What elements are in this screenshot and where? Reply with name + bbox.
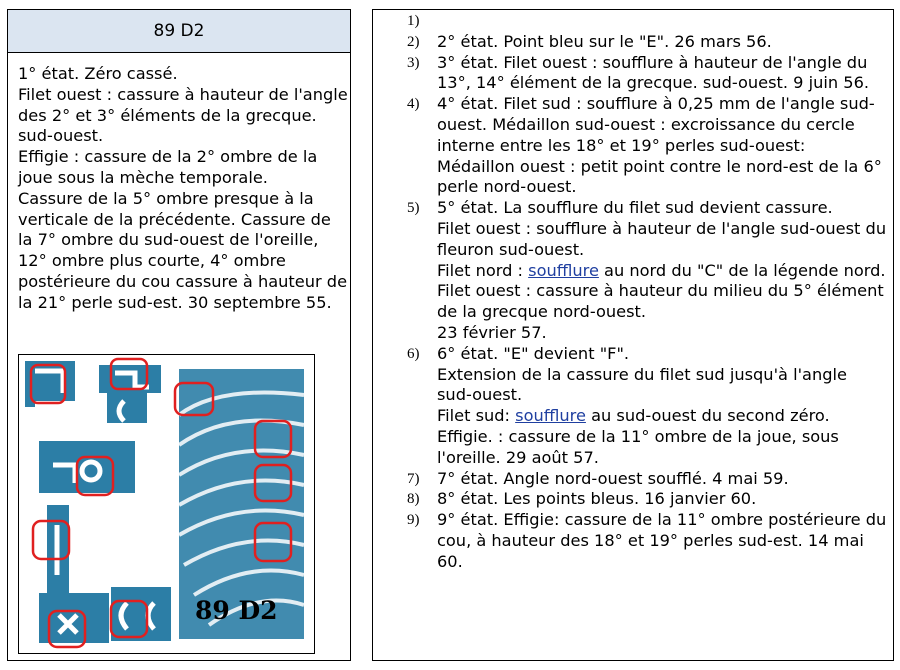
states-list [373, 11, 893, 573]
state-text: 4° état. Filet sud : soufflure à 0,25 mm de l'angle sud-ouest. Médaillon sud-ouest : excroissance du cercle interne entre les 18° et 19° perles sud-ouest: [437, 94, 875, 155]
state-number: 4) [407, 96, 420, 113]
page-title: 89 D2 [8, 10, 350, 53]
state-text-with-link: Filet sud: soufflure au sud-ouest du second zéro. [437, 406, 830, 426]
state-item [373, 469, 893, 490]
state-item [373, 344, 893, 469]
state-text: Filet ouest : soufflure à hauteur de l'angle sud-ouest du fleuron sud-ouest. [437, 218, 887, 259]
state-text: Effigie. : cassure de la 11° ombre de la joue, sous l'oreille. 29 août 57. [437, 426, 839, 467]
state-text: Filet ouest : cassure à hauteur du milieu du 5° élément de la grecque nord-ouest. [437, 281, 884, 322]
left-column [7, 9, 351, 661]
state-item [373, 32, 893, 53]
state-text: 6° état. "E" devient "F". [437, 343, 630, 363]
stamp-label: 89 D2 [195, 596, 278, 625]
state-item [373, 53, 893, 95]
state-1-description [18, 64, 348, 314]
state-text: 5° état. La soufflure du filet sud devient cassure. [437, 198, 833, 218]
desc-line: 12° ombre plus courte, 4° ombre postérieure du cou cassure à hauteur de la 21° perle sud-est. 30 septembre 55. [18, 251, 348, 312]
state-number: 6) [407, 345, 420, 362]
state-text [437, 11, 887, 32]
state-number: 8) [407, 491, 420, 508]
state-text-with-link: Filet nord : soufflure au nord du "C" de la légende nord. [437, 260, 886, 280]
state-text: 8° état. Les points bleus. 16 janvier 60. [437, 489, 757, 509]
desc-line: Filet ouest : cassure à hauteur de l'angle des 2° et 3° éléments de la grecque. sud-ouest. [18, 84, 348, 146]
soufflure-link[interactable]: soufflure [528, 260, 599, 280]
state-item [373, 510, 893, 572]
soufflure-link[interactable]: soufflure [515, 406, 586, 426]
state-text: 7° état. Angle nord-ouest soufflé. 4 mai 59. [437, 468, 789, 488]
desc-line: Effigie : cassure de la 2° ombre de la joue sous la mèche temporale. [18, 147, 318, 187]
right-column [372, 9, 894, 661]
state-item [373, 198, 893, 344]
state-number: 3) [407, 54, 420, 71]
state-text: Extension de la cassure du filet sud jusqu'à l'angle sud-ouest. [437, 364, 847, 405]
state-number: 2) [407, 33, 420, 50]
state-number: 7) [407, 470, 420, 487]
state-text: 2° état. Point bleu sur le "E". 26 mars 56. [437, 31, 772, 51]
state-text: 9° état. Effigie: cassure de la 11° ombre postérieure du cou, à hauteur des 18° et 19° perles sud-est. 14 mai 60. [437, 510, 887, 571]
state-text: 23 février 57. [437, 322, 547, 342]
state-number: 5) [407, 200, 420, 217]
stamp-detail-image [18, 354, 315, 654]
state-item [373, 489, 893, 510]
state-text: Médaillon ouest : petit point contre le nord-est de la 6° perle nord-ouest. [437, 156, 882, 197]
state-text: 3° état. Filet ouest : soufflure à hauteur de l'angle du 13°, 14° élément de la grecque. sud-ouest. 9 juin 56. [437, 52, 870, 93]
state-item [373, 11, 893, 32]
state-number: 9) [407, 512, 420, 529]
state-item [373, 94, 893, 198]
state-number: 1) [407, 13, 420, 29]
desc-line: Cassure de la 5° ombre presque à la verticale de la précédente. Cassure de la 7° ombre du sud-ouest de l'oreille, [18, 188, 331, 250]
desc-line: 1° état. Zéro cassé. [18, 64, 178, 83]
